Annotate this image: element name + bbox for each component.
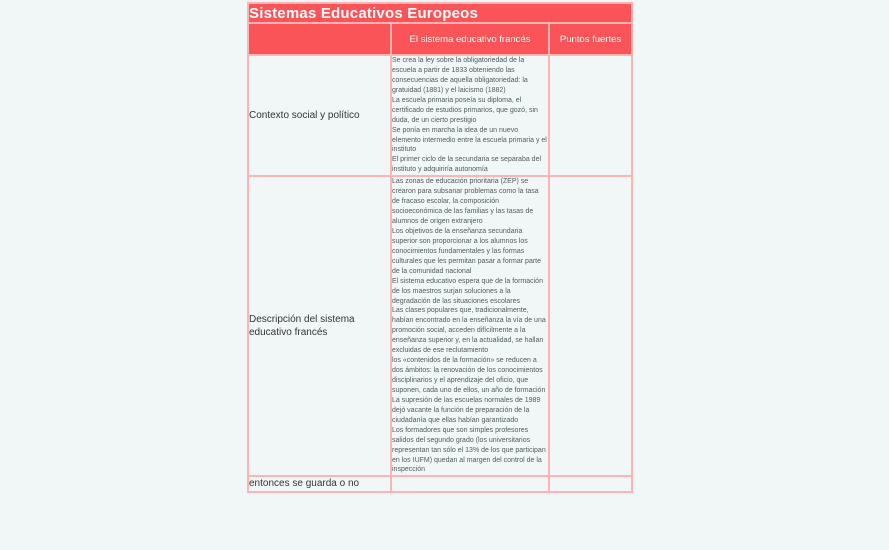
- cell-french-system-entonces: [391, 476, 549, 492]
- cell-strong-points-descripcion: [549, 176, 632, 476]
- cell-french-system-contexto: [391, 55, 549, 176]
- table-row: [248, 55, 632, 176]
- row-label-descripcion-del-sistema-educativo-frances: Descripción del sistema educativo francés: [248, 176, 391, 476]
- cell-paragraph: Las clases populares que, tradicionalmente, habían encontrado en la enseñanza la vía de una promoción social, acceden difícilmente a la enseñanza superior y, en la actualidad, se hallan excluidas de ese reclutamiento: [392, 307, 546, 355]
- table-container: [247, 2, 631, 493]
- table-header-row: [248, 23, 632, 55]
- cell-paragraph: Se ponía en marcha la idea de un nuevo elemento intermedio entre la escuela primaria y el instituto: [392, 126, 547, 154]
- cell-paragraph: El primer ciclo de la secundaria se separaba del instituto y adquiriría autonomía: [392, 156, 542, 174]
- cell-strong-points-entonces: [549, 476, 632, 492]
- european-education-systems-table: [247, 2, 633, 493]
- column-header-strong-points: Puntos fuertes: [549, 23, 632, 55]
- cell-strong-points-contexto: [549, 55, 632, 176]
- cell-paragraph: Se crea la ley sobre la obligatoriedad de la escuela a partir de 1833 obteniendo las consecuencias de aquella obligatoriedad: la gratuidad (1881) y el laicismo (1882): [392, 57, 528, 94]
- table-row: [248, 476, 632, 492]
- row-label-contexto-social-y-politico: Contexto social y político: [248, 55, 391, 176]
- cell-paragraph: Los formadores que son simples profesores salidos del segundo grado (los universitarios representan tan sólo el 13% de los que participan en los IUFM) quedan al margen del control de la inspección: [392, 426, 546, 474]
- table-title-row: [248, 3, 632, 23]
- row-label-entonces-se-guarda-o-no: entonces se guarda o no: [248, 476, 391, 492]
- column-header-french-system: El sistema educativo francés: [391, 23, 549, 55]
- table-row: [248, 176, 632, 476]
- cell-paragraph: La escuela primaria poseía su diploma, el certificado de estudios primarios, que gozó, sin duda, de un cierto prestigio: [392, 96, 538, 124]
- cell-paragraph: Las zonas de educación prioritaria (ZEP) se crearon para subsanar problemas como la tasa de fracaso escolar, la composición socioeconómica de las familias y las tasas de alumnos de origen extranjero: [392, 178, 539, 225]
- column-header-blank: [248, 23, 391, 55]
- cell-paragraph: El sistema educativo espera que de la formación de los maestros surjan soluciones a la degradación de las situaciones escolares: [392, 277, 543, 305]
- cell-paragraph: La supresión de las escuelas normales de 1989 dejó vacante la función de preparación de la ciudadanía que ellas habían garantizado: [392, 396, 541, 424]
- cell-french-system-descripcion: [391, 176, 549, 476]
- cell-paragraph: Los objetivos de la enseñanza secundaria superior son proporcionar a los alumnos los conocimientos fundamentales y las formas culturales que les permitan pasar a formar parte de la comunidad nacional: [392, 227, 542, 275]
- cell-paragraph: los «contenidos de la formación» se reducen a dos ámbitos: la renovación de los conocimientos disciplinarios y el aprendizaje del oficio, que suponen, cada uno de ellos, un año de formación: [392, 357, 546, 394]
- table-title: Sistemas Educativos Europeos: [248, 3, 632, 23]
